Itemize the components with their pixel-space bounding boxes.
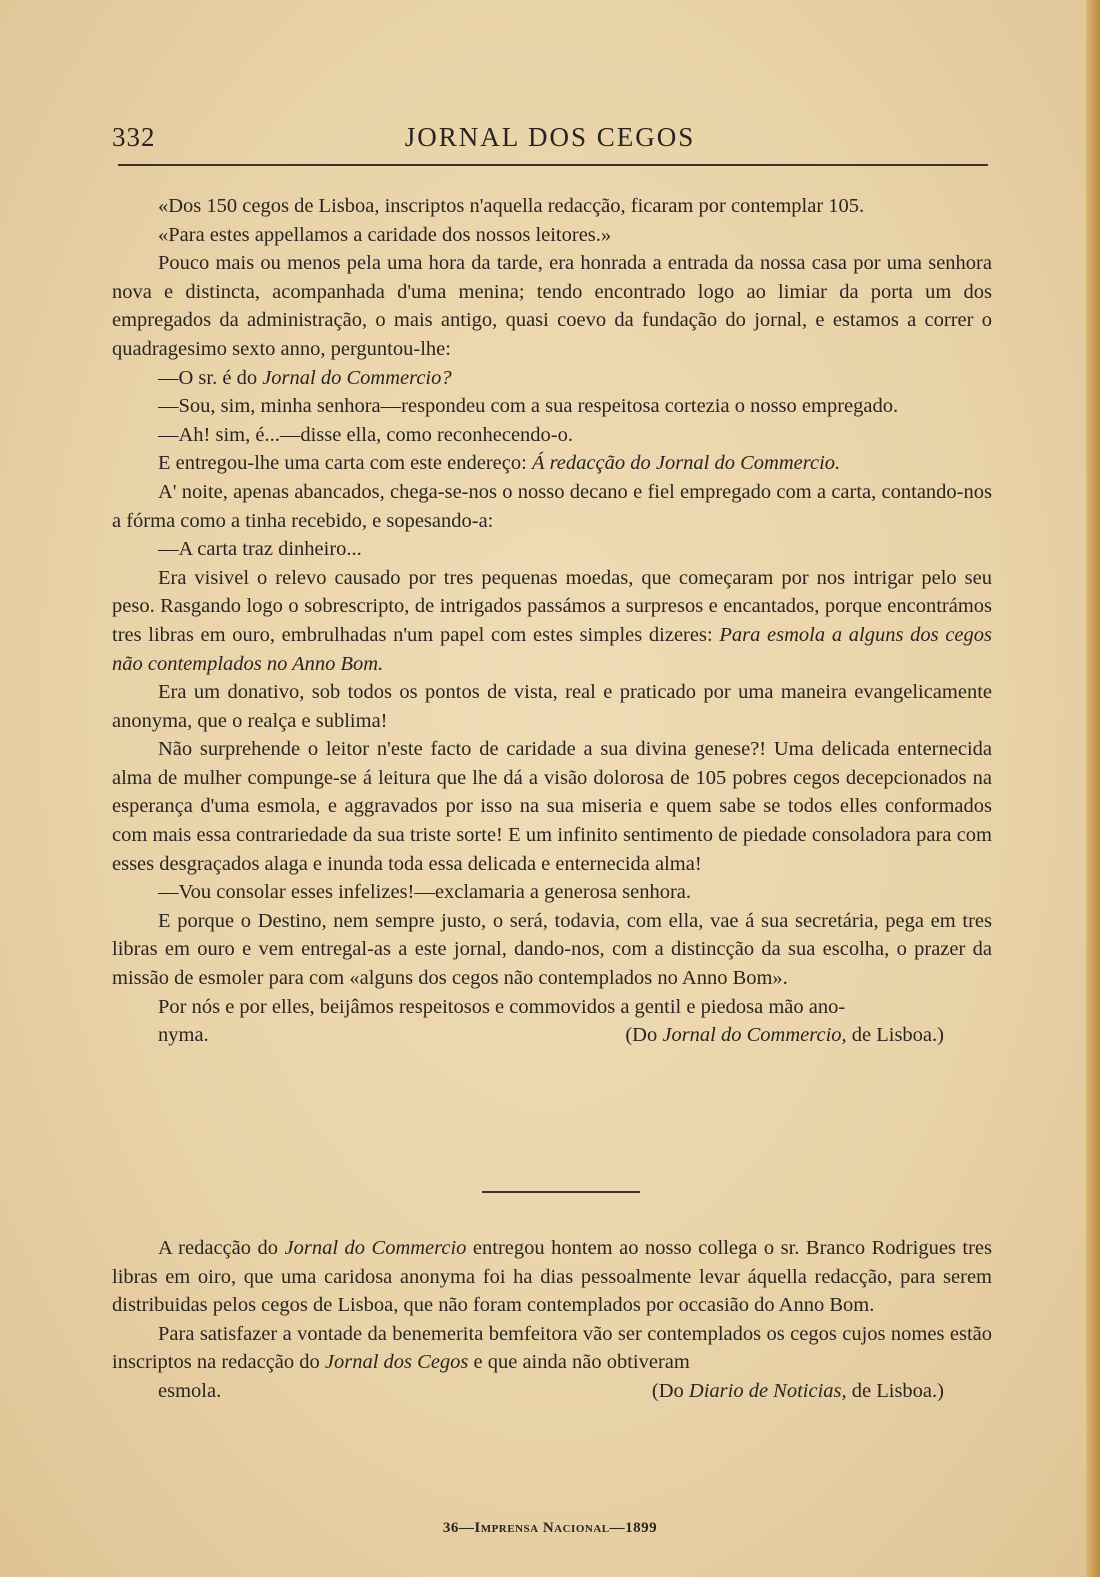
article-1: [112, 192, 992, 1050]
dialogue-line: —Sou, sim, minha senhora—respondeu com a sua respeitosa cortezia o nosso empregado.: [158, 395, 899, 418]
paragraph: [112, 1234, 992, 1320]
paragraph: E porque o Destino, nem sempre justo, o será, todavia, com ella, vae á sua secretária, pega em tres libras em ouro e vem entregal-as a este jornal, dando-nos, com a distincção da sua escolha, o prazer da missão de esmoler para com «alguns dos cegos não contemplados no Anno Bom».: [112, 909, 992, 990]
italic-address: Á redacção do Jornal do Commercio.: [531, 452, 841, 475]
paragraph: «Dos 150 cegos de Lisboa, inscriptos n'aquella redacção, ficaram por contemplar 105.: [158, 195, 865, 217]
italic-title: Jornal do Commercio: [284, 1237, 467, 1259]
page-number: 332: [112, 122, 156, 152]
dialogue-line: —A carta traz dinheiro...: [158, 538, 362, 561]
paragraph: «Para estes appellamos a caridade dos nossos leitores.»: [158, 223, 612, 246]
source-credit: [579, 1021, 944, 1050]
source-title: Diario de Noticias,: [688, 1379, 847, 1402]
paragraph-text: E entregou-lhe uma carta com este endereço:: [158, 452, 532, 475]
signoff-line: [112, 1021, 992, 1050]
italic-title: Jornal dos Cegos: [324, 1351, 469, 1374]
paragraph: [112, 1320, 992, 1377]
paragraph: Pouco mais ou menos pela uma hora da tarde, era honrada a entrada da nossa casa por uma senhora nova e distincta, acompanhada d'uma menina; tendo encontrado logo ao limiar da porta um dos empregados da administração, o mais antigo, quasi coevo da fundação do jornal, e estamos a correr o quadragesimo sexto anno, perguntou-lhe:: [112, 252, 992, 360]
section-divider: [482, 1191, 640, 1193]
paragraph: [112, 564, 992, 678]
source-title: Jornal do Commercio,: [662, 1024, 847, 1047]
dialogue-line: —Vou consolar esses infelizes!—exclamaria a generosa senhora.: [158, 881, 691, 904]
dialogue-text: —O sr. é do: [158, 366, 263, 389]
article-2: [112, 1234, 992, 1406]
paragraph: Por nós e por elles, beijâmos respeitosos e commovidos a gentil e piedosa mão ano-: [158, 995, 846, 1018]
paragraph-text: A redacção do: [158, 1237, 285, 1259]
italic-quote: Para esmola a alguns dos cegos não contemplados no Anno Bom.: [112, 623, 992, 675]
source-suffix: de Lisboa.): [846, 1379, 944, 1402]
dialogue-line: —Ah! sim, é...—disse ella, como reconhecendo-o.: [158, 423, 574, 446]
paragraph-text: entregou hontem ao nosso collega o sr. Branco Rodrigues tres libras em oiro, que uma caridosa anonyma foi ha dias pessoalmente levar áquella redacção, para serem distribuidas pelos cegos de Lisboa, que não foram contemplados por occasião do Anno Bom.: [112, 1237, 992, 1317]
page-header: [112, 118, 988, 158]
paragraph-text: e que ainda não obtiveram: [468, 1351, 690, 1374]
header-rule: [118, 164, 988, 166]
printer-imprint: 36—Imprensa Nacional—1899: [442, 1520, 658, 1536]
source-suffix: de Lisboa.): [846, 1024, 944, 1047]
running-title: JORNAL DOS CEGOS: [404, 122, 696, 152]
source-credit: [606, 1377, 944, 1406]
dialogue-line: [112, 364, 992, 393]
page-edge: [1086, 0, 1100, 1577]
signoff-line: [112, 1377, 992, 1406]
paragraph: Era um donativo, sob todos os pontos de vista, real e praticado por uma maneira evangelicamente anonyma, que o realça e sublima!: [112, 681, 992, 732]
paragraph-text: Era visivel o relevo causado por tres pequenas moedas, que começaram por nos intrigar pelo seu peso. Rasgando logo o sobrescripto, de intrigados passámos a surpresos e encantados, porque encontrámos tres libras em ouro, embrulhadas n'um papel com estes simples dizeres:: [112, 566, 992, 646]
source-prefix: (Do: [625, 1024, 663, 1047]
paragraph: A' noite, apenas abancados, chega-se-nos o nosso decano e fiel empregado com a carta, contando-nos a fórma como a tinha recebido, e sopesando-a:: [112, 480, 992, 532]
paragraph-text: Para satisfazer a vontade da benemerita bemfeitora vão ser contemplados os cegos cujos nomes estão inscriptos na redacção do: [112, 1322, 992, 1374]
paragraph: Não surprehende o leitor n'este facto de caridade a sua divina genese?! Uma delicada enternecida alma de mulher compunge-se á leitura que lhe dá a visão dolorosa de 105 pobres cegos decepcionados na esperança d'uma esmola, e aggravados por isso na sua miseria e quem sabe se todos elles conformados com mais essa contrariedade da sua triste sorte! E um infinito sentimento de piedade consoladora para com esses desgraçados alaga e inunda toda essa delicada e enternecida alma!: [112, 738, 992, 875]
paragraph-end: nyma.: [158, 1024, 209, 1047]
italic-title: Jornal do Commercio?: [262, 366, 452, 389]
paragraph-end: esmola.: [158, 1379, 222, 1402]
source-prefix: (Do: [651, 1379, 689, 1402]
paragraph: [112, 449, 992, 478]
